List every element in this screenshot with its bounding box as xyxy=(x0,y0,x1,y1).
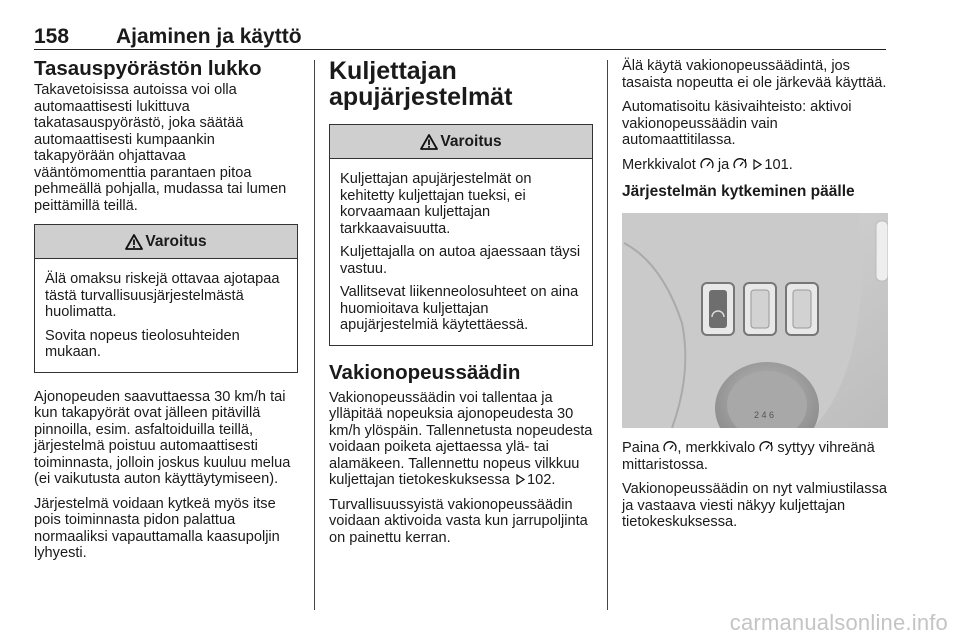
warning-triangle-icon xyxy=(420,134,438,150)
warning-header xyxy=(35,225,297,259)
paragraph xyxy=(329,390,593,489)
warning-triangle-icon xyxy=(125,234,143,250)
warning-title: Varoitus xyxy=(440,132,502,150)
paragraph: Automatisoitu käsivaihteisto: aktivoi vakionopeussäädin vain automaattitilassa. xyxy=(622,99,852,148)
paragraph: Takavetoisissa autoissa voi olla automaattisesti lukittuva takatasauspyörästö, joka säätää automaattisesti kumpaankin takapyörään ohjattavaa vääntömomenttia parantaen pitoa pehmeällä pohjalla, mudassa tai lumen peittämillä teillä. xyxy=(34,82,287,214)
heading-differential-lock: Tasauspyörästön lukko xyxy=(34,57,262,80)
paragraph-text: Merkkivalot xyxy=(622,156,696,173)
paragraph-text: Vakionopeussäädin voi tallentaa ja ylläpitää nopeuksia ajonopeudesta 30 km/h ylöspäin. Tallennetusta nopeudesta voidaan poiketa ajettaessa ylä- tai alamäkeen. Tallennettu nopeus vilkkuu kuljettajan tietokeskuksessa xyxy=(329,389,593,488)
heading-switch-on: Järjestelmän kytkeminen päälle xyxy=(622,183,855,200)
column-2 xyxy=(329,58,593,554)
page-reference[interactable]: 101. xyxy=(764,156,793,173)
cruise-control-lamp-icon xyxy=(759,441,773,453)
paragraph xyxy=(622,440,888,473)
paragraph-text: , merkkivalo xyxy=(677,440,756,456)
section-title: Ajaminen ja käyttö xyxy=(116,25,302,48)
warning-text: Kuljettajan apujärjestelmät on kehitetty kuljettajan tueksi, ei korvaamaan kuljettajan tarkkaavaisuutta. xyxy=(340,171,532,237)
warning-header xyxy=(330,125,592,159)
warning-text: Vallitsevat liikenneolosuhteet on aina huomioitava kuljettajan apujärjestelmiä käytettäessä. xyxy=(340,284,579,333)
heading-cruise-control: Vakionopeussäädin xyxy=(329,360,521,384)
watermark: carmanualsonline.info xyxy=(729,610,948,635)
heading-driver-assistance: Kuljettajan apujärjestelmät xyxy=(329,57,513,111)
paragraph: Älä käytä vakionopeussäädintä, jos tasaista nopeutta ei ole järkevää käyttää. xyxy=(622,58,887,91)
page-reference[interactable]: 102. xyxy=(526,472,556,488)
page-number: 158 xyxy=(34,25,70,48)
page-header xyxy=(34,26,886,50)
warning-box xyxy=(329,124,593,346)
page-reference-icon xyxy=(516,474,525,485)
paragraph: Ajonopeuden saavuttaessa 30 km/h tai kun takapyörät ovat jälleen pitävillä pinnoilla, esim. asfaltoiduilla teillä, järjestelmä poistuu automaattisesti toiminnasta, jolloin joskus kuuluu melua (ei vaikutusta auton käyttäytymiseen). xyxy=(34,388,291,487)
paragraph: Turvallisuussyistä vakionopeussäädin voidaan aktivoida vasta kun jarrupoljinta on painettu kerran. xyxy=(329,496,588,546)
cruise-control-icon xyxy=(663,441,677,453)
warning-text: Älä omaksu riskejä ottavaa ajotapaa tästä turvallisuusjärjestelmästä huolimatta. xyxy=(45,271,280,320)
column-3 xyxy=(622,58,888,539)
paragraph-text: ja xyxy=(717,156,730,173)
paragraph: Vakionopeussäädin on nyt valmiustilassa ja vastaava viesti näkyy kuljettajan tietokeskuksessa. xyxy=(622,481,888,530)
page-reference-icon xyxy=(753,159,762,170)
paragraph-text: syttyy vihreänä mittaristossa. xyxy=(622,440,875,473)
switch-panel-photo xyxy=(622,213,888,428)
column-divider xyxy=(314,60,315,610)
paragraph: Järjestelmä voidaan kytkeä myös itse pois toiminnasta pidon palattua normaaliksi vapauttamalla kaasupoljin lyhyesti. xyxy=(34,495,280,561)
column-1 xyxy=(34,58,298,570)
column-divider xyxy=(607,60,608,610)
cruise-control-lamp-icon xyxy=(733,158,747,170)
paragraph xyxy=(622,157,888,174)
warning-text: Sovita nopeus tieolosuhteiden mukaan. xyxy=(45,327,240,360)
cruise-control-icon xyxy=(700,158,714,170)
warning-box xyxy=(34,224,298,373)
warning-text: Kuljettajalla on autoa ajaessaan täysi vastuu. xyxy=(340,244,581,277)
warning-title: Varoitus xyxy=(145,232,207,250)
svg-text:2 4 6: 2 4 6 xyxy=(754,410,775,420)
paragraph-text: Paina xyxy=(622,440,660,456)
